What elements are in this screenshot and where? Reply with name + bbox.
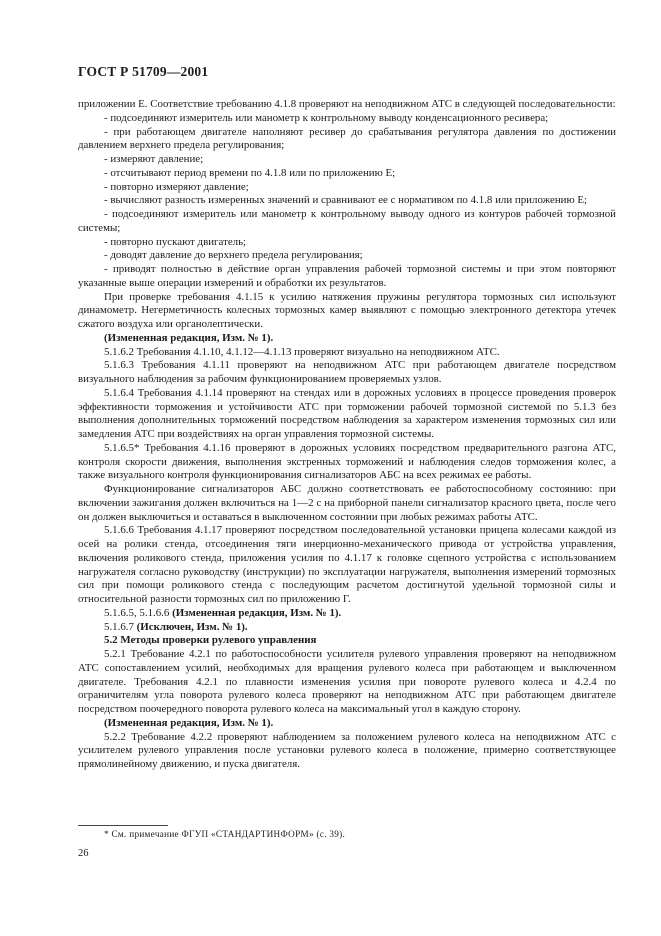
list-item: - подсоединяют измеритель или манометр к контрольному выводу конденсационного ресивера; (104, 111, 549, 124)
amendment-note: (Измененная редакция, Изм. № 1). (172, 606, 342, 619)
footnote: * См. примечание ФГУП «СТАНДАРТИНФОРМ» (с. 39). (104, 829, 346, 839)
clause-5-1-6-5: 5.1.6.5* Требования 4.1.16 проверяют в дорожных условиях посредством предварительного разгона АТС, контроля скорости движения, выполнения экстренных торможений и наблюдения следов торможения колес, а также визуального контроля функционирования сигнализаторов АБС на всех режимах ее работы. (78, 441, 616, 482)
clause-5-1-6-6: 5.1.6.6 Требования 4.1.17 проверяют посредством последовательной установки прицепа колесами каждой из осей на ролики стенда, отсоединения тяги инерционно-механического привода от устройства управления, включения роликового стенда, приложения усилия по 4.1.17 к головке сцепного устройства с использованием нагружателя согласно руководству (инструкции) по эксплуатации нагружателя, выполнения измерений тормозных сил при помощи роликового стенда с последующим расчетом достигнутой удельной тормозной силы и относительной разности тормозных сил по приложению Г. (78, 524, 616, 605)
list-item: - вычисляют разность измеренных значений и сравнивают ее с нормативом по 4.1.8 или приложению Е; (104, 194, 588, 207)
amendment-note: (Измененная редакция, Изм. № 1). (104, 716, 274, 729)
list-item: - измеряют давление; (104, 153, 204, 165)
list-item: - при работающем двигателе наполняют ресивер до срабатывания регулятора давления по достижении давлением верхнего предела регулирования; (78, 125, 616, 152)
amendment-line (78, 607, 616, 621)
clause-5-2-2: 5.2.2 Требование 4.2.2 проверяют наблюдением за положением рулевого колеса на неподвижном АТС с усилителем рулевого управления после установки рулевого колеса в положение, примерно соответствующее прямолинейному движению, и пуска двигателя. (78, 730, 616, 770)
list-item: - повторно измеряют давление; (104, 180, 249, 193)
amendment-note: (Измененная редакция, Изм. № 1). (104, 331, 274, 344)
clause-reference: 5.1.6.5, 5.1.6.6 (104, 606, 173, 619)
clause-5-1-6-2: 5.1.6.2 Требования 4.1.10, 4.1.12—4.1.13 проверяют визуально на неподвижном АТС. (104, 345, 500, 358)
paragraph: приложении Е. Соответствие требованию 4.1.8 проверяют на неподвижном АТС в следующей последовательности: (78, 98, 616, 110)
clause-5-1-6-4: 5.1.6.4 Требования 4.1.14 проверяют на стендах или в дорожных условиях в процессе проведения проверок эффективности торможения и устойчивости АТС при торможении рабочей тормозной системой по 5.1.3 без выполнения дополнительных торможений посредством наблюдения за характером изменения тормозных сил или замедления АТС при воздействиях на орган управления тормозной системы. (78, 386, 616, 440)
excluded-note: (Исключен, Изм. № 1). (136, 620, 248, 633)
clause-5-2-1: 5.2.1 Требование 4.2.1 по работоспособности усилителя рулевого управления проверяют на неподвижном АТС сопоставлением усилий, необходимых для вращения рулевого колеса при работающем и выключенном двигателе. Требования 4.2.1 по плавности изменения усилия при повороте рулевого колеса и 4.2.4 по ограничителям угла поворота рулевого колеса проверяют на неподвижном АТС при работающем двигателе посредством поочередного поворота рулевого колеса на максимальный угол в каждую сторону. (78, 648, 616, 715)
list-item: - приводят полностью в действие орган управления рабочей тормозной системы и при этом повторяют указанные выше операции измерений и обработки их результатов. (78, 263, 616, 289)
page-number: 26 (78, 848, 89, 859)
document-body (78, 98, 616, 772)
list-item: - повторно пускают двигатель; (104, 235, 247, 248)
clause-5-1-6-7 (78, 621, 616, 635)
paragraph: При проверке требования 4.1.15 к усилию натяжения пружины регулятора тормозных сил используют динамометр. Негерметичность колесных тормозных камер выявляют с помощью электронного детектора утечек сжатого воздуха или органолептически. (78, 290, 616, 330)
clause-5-1-6-3: 5.1.6.3 Требования 4.1.11 проверяют на неподвижном АТС при работающем двигателе посредством визуального наблюдения за рабочим функционированием проверяемых узлов. (78, 359, 616, 385)
list-item: - отсчитывают период времени по 4.1.8 или по приложению Е; (104, 166, 396, 179)
footnote-divider (78, 825, 168, 826)
list-item: - подсоединяют измеритель или манометр к контрольному выводу одного из контуров рабочей тормозной системы; (78, 208, 616, 234)
clause-reference: 5.1.6.7 (104, 620, 137, 633)
document-header: ГОСТ Р 51709—2001 (78, 64, 209, 79)
section-heading: 5.2 Методы проверки рулевого управления (104, 634, 317, 647)
paragraph: Функционирование сигнализаторов АБС должно соответствовать ее работоспособному состоянию: при включении зажигания должен включиться на 1—2 с на приборной панели сигнализатор красного цвета, после чего он должен выключиться и оставаться в выключенном состоянии при любых режимах работы АТС. (78, 483, 616, 523)
list-item: - доводят давление до верхнего предела регулирования; (104, 249, 363, 262)
